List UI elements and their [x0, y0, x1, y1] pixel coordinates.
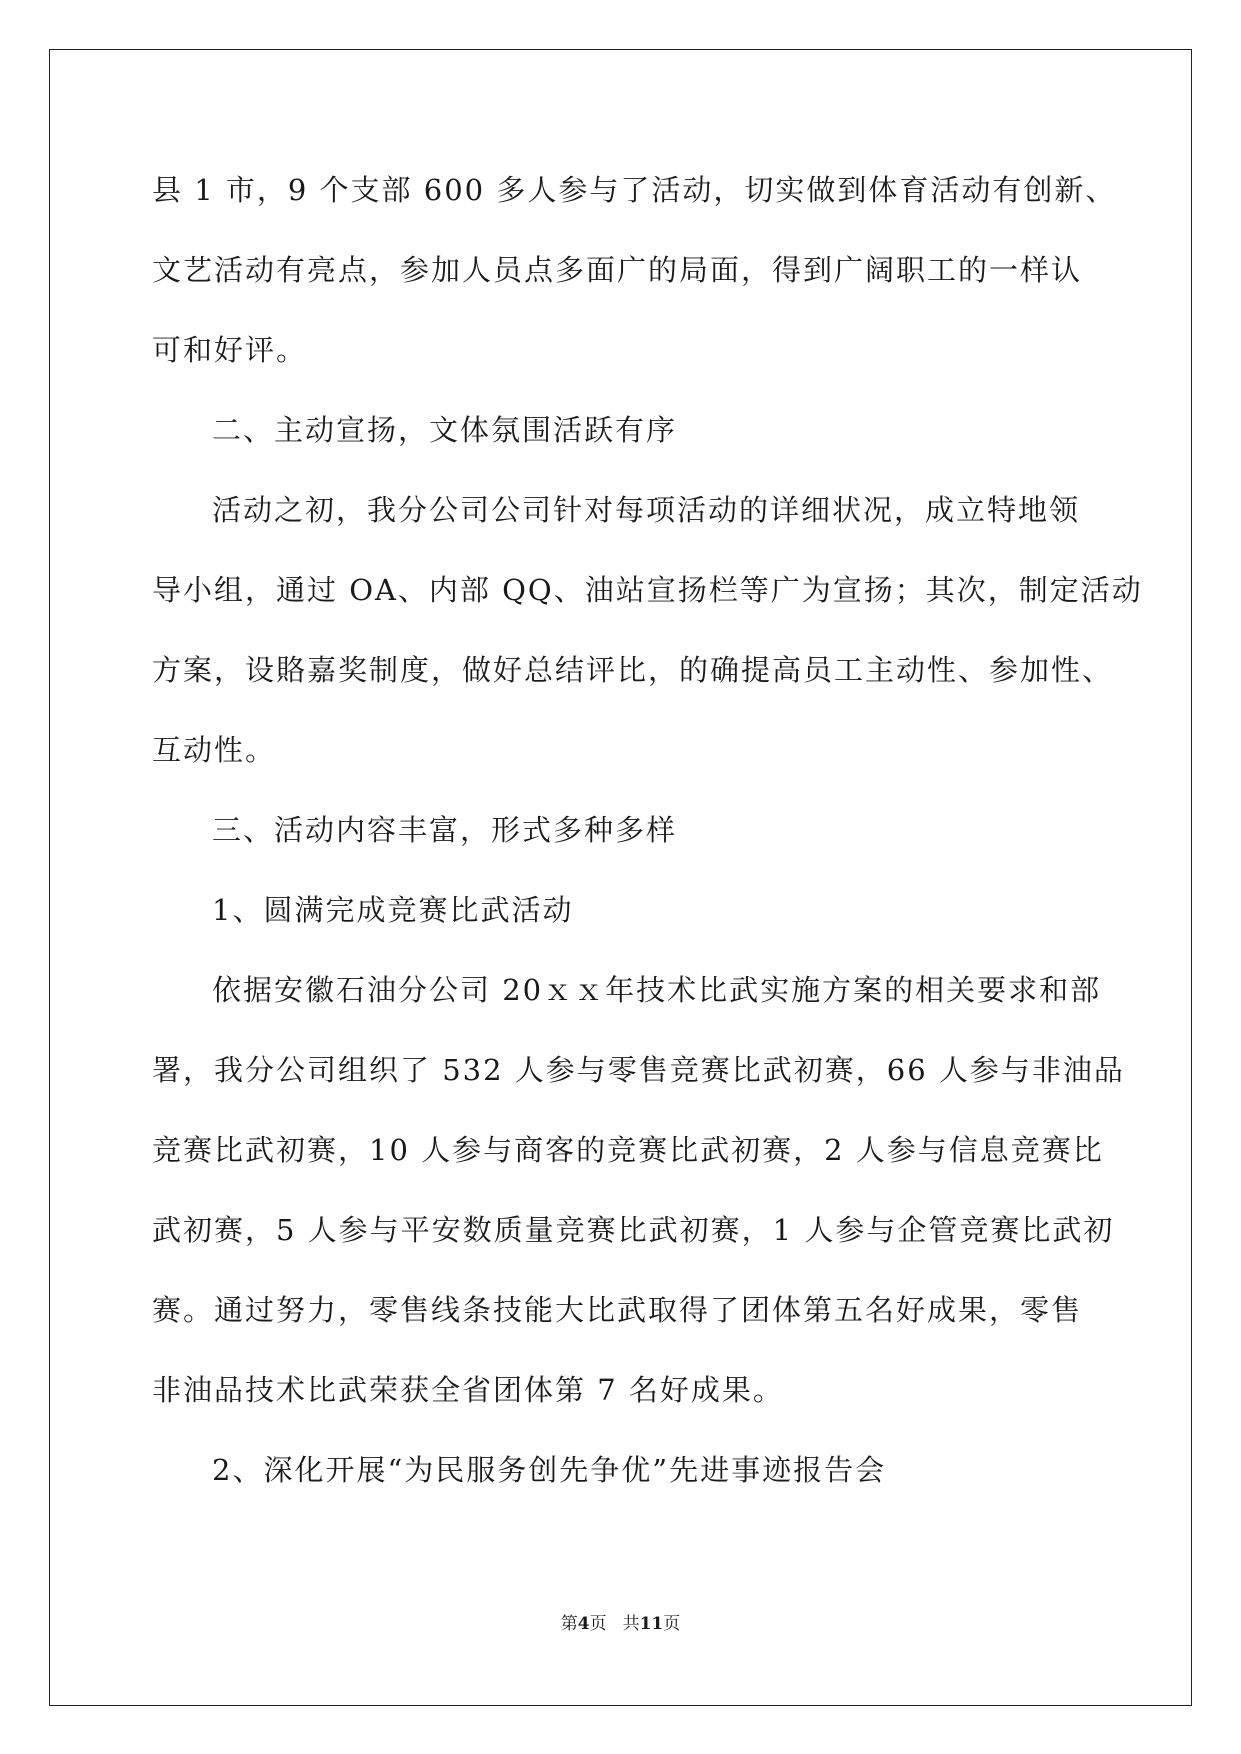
body-text-line: 文艺活动有亮点，参加人员点多面广的局面，得到广阔职工的一样认 — [152, 253, 1083, 287]
subsection-heading: 1、圆满完成竞赛比武活动 — [212, 893, 574, 927]
body-text-line: 竞赛比武初赛，10 人参与商客的竞赛比武初赛，2 人参与信息竞赛比 — [152, 1133, 1104, 1167]
body-text-line: 导小组，通过 OA、内部 QQ、油站宣扬栏等广为宣扬；其次，制定活动 — [152, 573, 1143, 607]
body-text-line: 互动性。 — [152, 733, 277, 767]
body-text-line: 活动之初，我分公司公司针对每项活动的详细状况，成立特地领 — [212, 493, 1081, 527]
body-text-line: 署，我分公司组织了 532 人参与零售竞赛比武初赛，66 人参与非油品 — [152, 1053, 1125, 1087]
section-heading: 二、主动宣扬，文体氛围活跃有序 — [212, 413, 678, 447]
body-text-line: 可和好评。 — [152, 333, 308, 367]
footer-total-unit: 页 — [663, 1614, 681, 1634]
section-heading: 三、活动内容丰富，形式多种多样 — [212, 813, 678, 847]
current-page-number: 4 — [577, 1614, 590, 1634]
subsection-heading: 2、深化开展“为民服务创先争优”先进事迹报告会 — [212, 1453, 887, 1487]
body-text-line: 武初赛，5 人参与平安数质量竞赛比武初赛，1 人参与企管竞赛比武初 — [152, 1213, 1115, 1247]
footer-page-unit: 页 — [589, 1614, 607, 1634]
body-text-line: 依据安徽石油分公司 20ｘｘ年技术比武实施方案的相关要求和部 — [212, 973, 1102, 1007]
total-page-count: 11 — [639, 1614, 664, 1634]
footer-total-prefix: 共 — [622, 1614, 640, 1634]
page-footer — [0, 1612, 1241, 1636]
body-text-line: 县 1 市，9 个支部 600 多人参与了活动，切实做到体育活动有创新、 — [152, 173, 1117, 207]
document-body — [152, 150, 1143, 1510]
body-text-line: 方案，设賂嘉奖制度，做好总结评比，的确提高员工主动性、参加性、 — [152, 653, 1114, 687]
body-text-line: 赛。通过努力，零售线条技能大比武取得了团体第五名好成果，零售 — [152, 1293, 1083, 1327]
footer-prefix: 第 — [560, 1614, 578, 1634]
body-text-line: 非油品技术比武荣获全省团体第 7 名好成果。 — [152, 1373, 784, 1407]
